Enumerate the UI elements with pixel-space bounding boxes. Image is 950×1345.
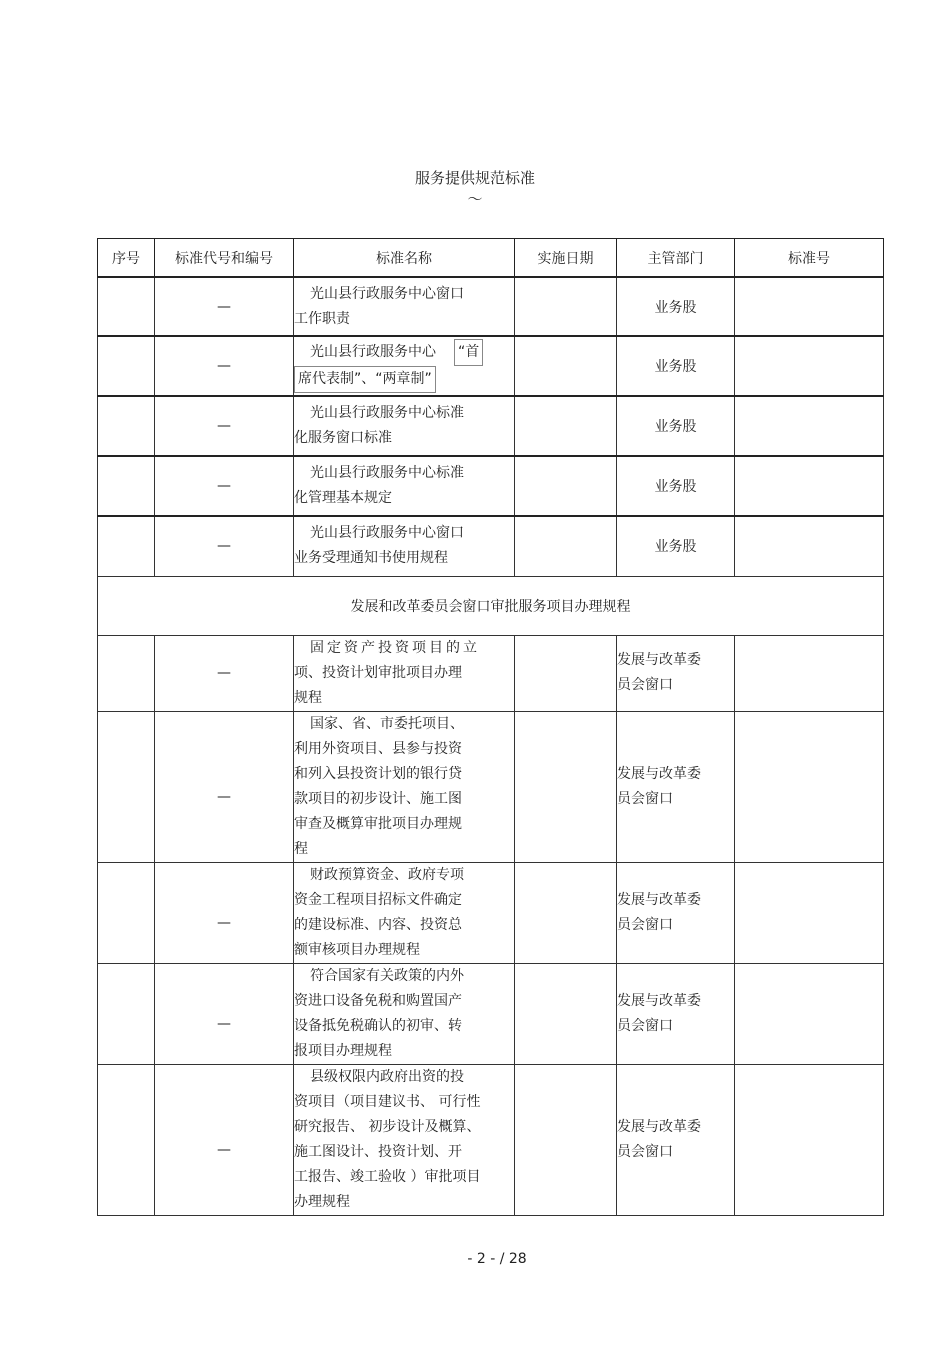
table-row [98, 336, 884, 396]
table-header-row [98, 239, 884, 278]
code-cell: — [155, 456, 294, 516]
name-cell: 固定资产投资项目的立 项、投资计划审批项目办理 规程 [294, 635, 515, 711]
header-date: 实施日期 [515, 239, 617, 278]
page-number: - 2 - / 28 [467, 1251, 527, 1267]
name-cell: 财政预算资金、政府专项 资金工程项目招标文件确定 的建设标准、内容、投资总 额审核项目办理规程 [294, 862, 515, 963]
section-row [98, 576, 884, 635]
code-cell: — [155, 516, 294, 576]
code-cell: — [155, 862, 294, 963]
code-cell: — [155, 635, 294, 711]
table-row [98, 277, 884, 336]
dept-cell: 业务股 [617, 336, 735, 396]
header-dept: 主管部门 [617, 239, 735, 278]
table-row [98, 963, 884, 1064]
table-row [98, 396, 884, 456]
standards-table [97, 238, 884, 1216]
code-cell: — [155, 277, 294, 336]
header-seq: 序号 [98, 239, 155, 278]
dept-cell: 业务股 [617, 396, 735, 456]
table-row [98, 635, 884, 711]
table-row [98, 516, 884, 576]
title-mark: ～ [467, 190, 483, 208]
section-title: 发展和改革委员会窗口审批服务项目办理规程 [98, 576, 884, 635]
name-cell: 光山县行政服务中心标准 化服务窗口标准 [294, 396, 515, 456]
page-title: 服务提供规范标准 [414, 169, 535, 187]
name-cell: 光山县行政服务中心标准 化管理基本规定 [294, 456, 515, 516]
dept-cell: 发展与改革委 员会窗口 [617, 711, 735, 862]
code-cell: — [155, 711, 294, 862]
table-row [98, 1064, 884, 1215]
header-number: 标准号 [735, 239, 884, 278]
code-cell: — [155, 396, 294, 456]
header-code: 标准代号和编号 [155, 239, 294, 278]
header-name: 标准名称 [294, 239, 515, 278]
name-cell: 光山县行政服务中心窗口 工作职责 [294, 277, 515, 336]
name-cell: 国家、省、市委托项目、 利用外资项目、县参与投资 和列入县投资计划的银行贷 款项目的初步设计、施工图 审查及概算审批项目办理规 程 [294, 711, 515, 862]
dept-cell: 发展与改革委 员会窗口 [617, 635, 735, 711]
table-row [98, 711, 884, 862]
name-cell: 符合国家有关政策的内外 资进口设备免税和购置国产 设备抵免税确认的初审、转 报项目办理规程 [294, 963, 515, 1064]
code-cell: — [155, 336, 294, 396]
dept-cell: 业务股 [617, 277, 735, 336]
dept-cell: 业务股 [617, 456, 735, 516]
name-cell: 光山县行政服务中心窗口 业务受理通知书使用规程 [294, 516, 515, 576]
table-row [98, 862, 884, 963]
dept-cell: 发展与改革委 员会窗口 [617, 862, 735, 963]
table-row [98, 456, 884, 516]
dept-cell: 发展与改革委 员会窗口 [617, 963, 735, 1064]
name-cell: 县级权限内政府出资的投 资项目（项目建议书、 可行性 研究报告、 初步设计及概算、 施工图设计、投资计划、开 工报告、竣工验收 ）审批项目 办理规程 [294, 1064, 515, 1215]
code-cell: — [155, 1064, 294, 1215]
name-cell: 光山县行政服务中心 “首 席代表制”、“两章制” [294, 336, 515, 396]
code-cell: — [155, 963, 294, 1064]
dept-cell: 发展与改革委 员会窗口 [617, 1064, 735, 1215]
dept-cell: 业务股 [617, 516, 735, 576]
